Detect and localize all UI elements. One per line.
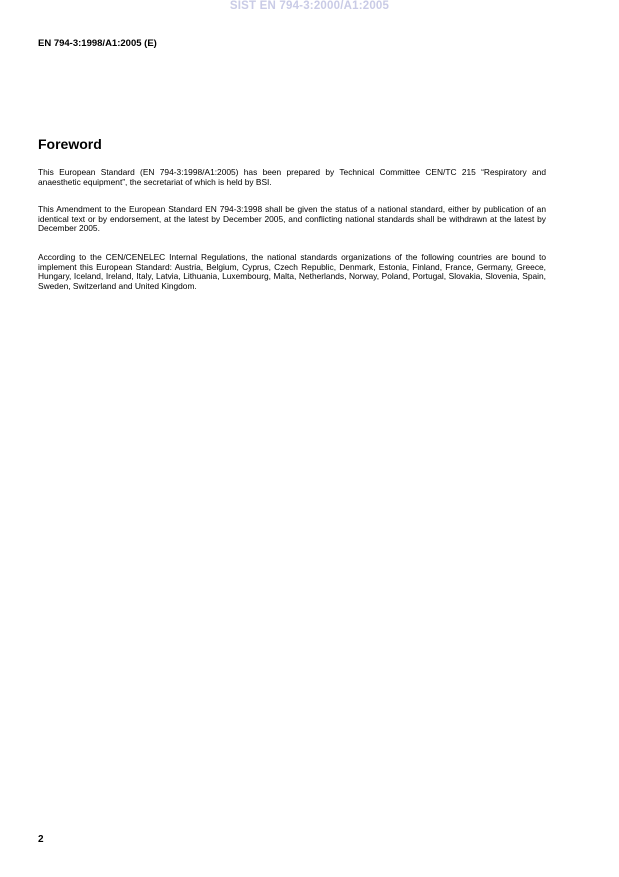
foreword-paragraph-3: According to the CEN/CENELEC Internal Regulations, the national standards organizations of the following countries are bound to implement this European Standard: Austria, Belgium, Cyprus, Czech Republic, Denmark, Estonia, Finland, France, Germany, Greece, Hungary, Iceland, Ireland, Italy, Latvia, Lithuania, Luxembourg, Malta, Netherlands, Norway, Poland, Portugal, Slovakia, Slovenia, Spain, Sweden, Switzerland and United Kingdom. bbox=[38, 252, 546, 291]
foreword-heading: Foreword bbox=[38, 136, 102, 152]
document-id-header: EN 794-3:1998/A1:2005 (E) bbox=[38, 38, 157, 49]
foreword-paragraph-2: This Amendment to the European Standard EN 794-3:1998 shall be given the status of a national standard, either by publication of an identical text or by endorsement, at the latest by December 2005, and conflicting national standards shall be withdrawn at the latest by December 2005. bbox=[38, 204, 546, 234]
page-number: 2 bbox=[38, 834, 44, 845]
watermark: SIST EN 794-3:2000/A1:2005 bbox=[229, 0, 390, 12]
foreword-paragraph-1: This European Standard (EN 794-3:1998/A1:2005) has been prepared by Technical Committee CEN/TC 215 “Respiratory and anaesthetic equipment”, the secretariat of which is held by BSI. bbox=[38, 167, 546, 187]
